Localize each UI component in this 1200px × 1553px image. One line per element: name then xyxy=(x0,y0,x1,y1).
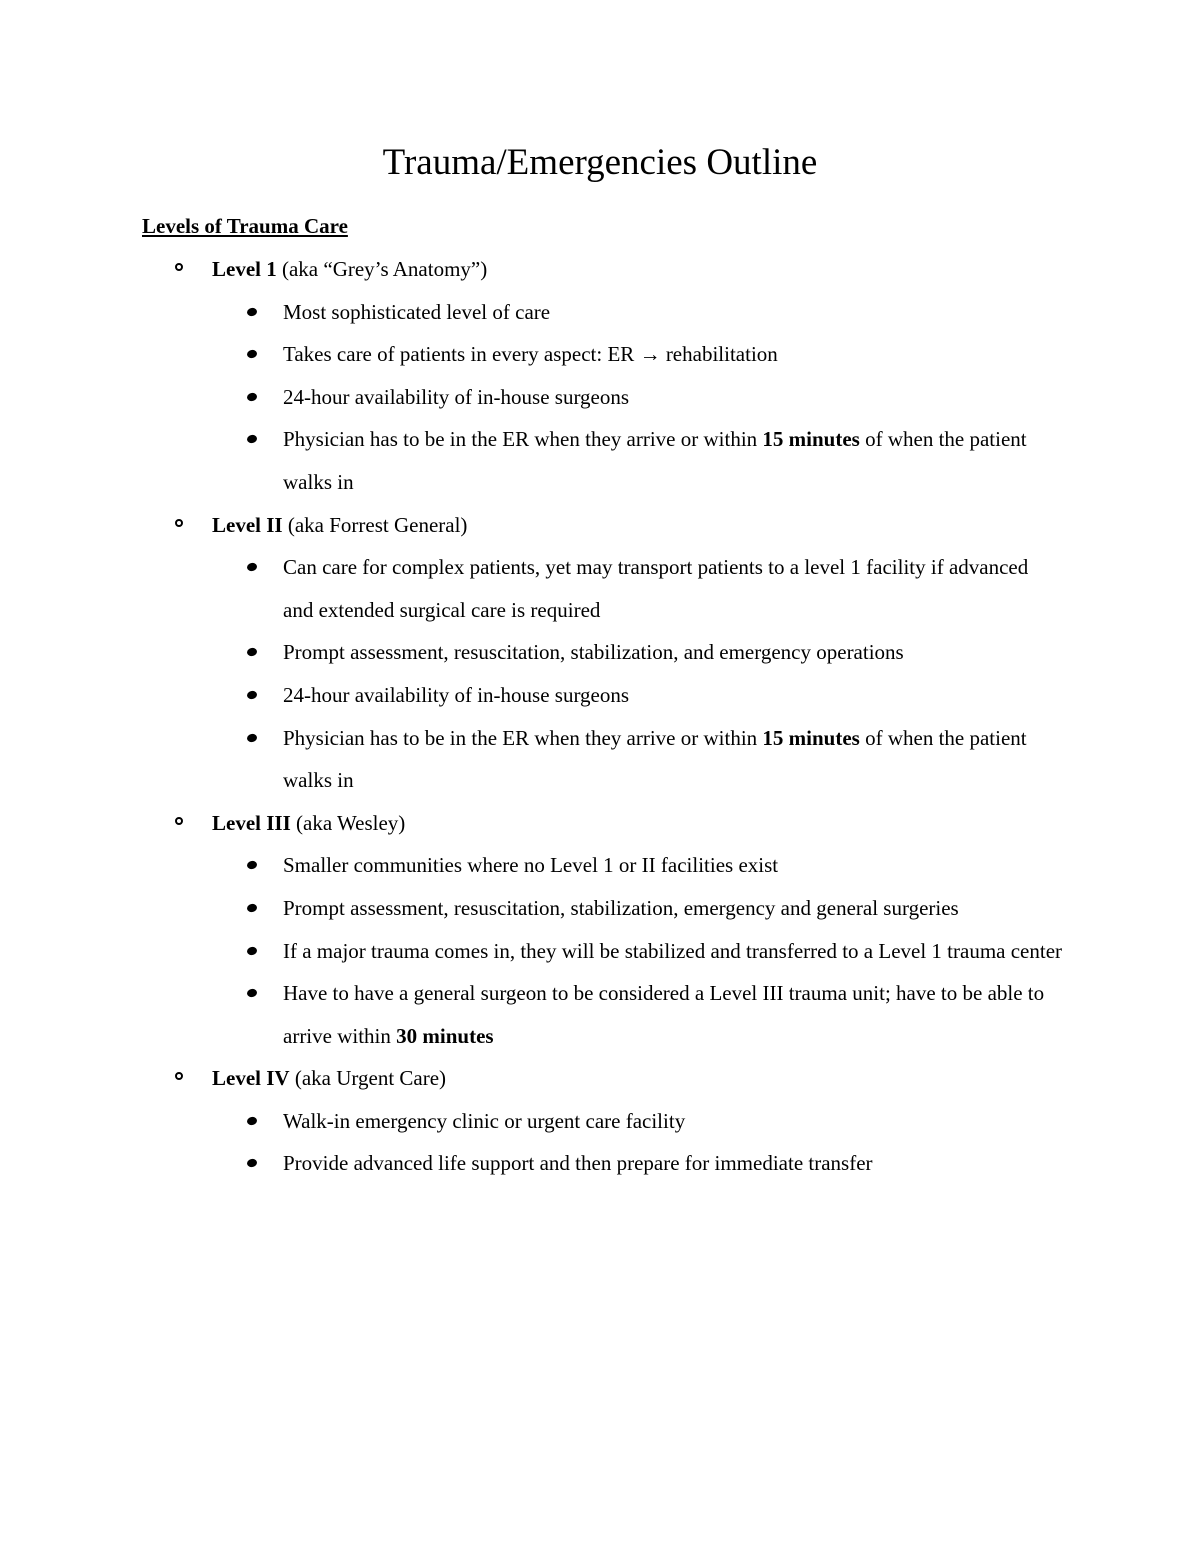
bullet-icon xyxy=(246,392,258,402)
levels-list xyxy=(0,248,1200,1185)
section-heading: Levels of Trauma Care xyxy=(142,214,348,238)
level-points-list xyxy=(0,1100,1200,1185)
level-name: Level 1 xyxy=(212,257,277,281)
list-item xyxy=(0,930,1200,973)
text-segment: of when the patient walks in xyxy=(283,427,1027,494)
bullet-icon xyxy=(246,1158,258,1168)
emphasis-text: 15 minutes xyxy=(762,725,860,750)
level-points-list xyxy=(0,291,1200,504)
text-segment: 24-hour availability of in-house surgeons xyxy=(283,384,630,409)
bullet-icon xyxy=(246,562,258,572)
list-item xyxy=(0,1142,1200,1185)
level-points-list xyxy=(0,844,1200,1057)
text-segment: Prompt assessment, resuscitation, stabilization, and emergency operations xyxy=(283,640,904,665)
emphasis-text: 15 minutes xyxy=(762,427,860,452)
level-name: Level II xyxy=(212,512,283,537)
text-segment: Have to have a general surgeon to be considered a Level III trauma unit; have to be able to arrive within xyxy=(283,981,1045,1048)
bullet-icon xyxy=(246,732,258,742)
list-item xyxy=(0,291,1200,334)
text-segment: Physician has to be in the ER when they arrive or within xyxy=(283,725,763,750)
bullet-icon xyxy=(246,647,258,657)
text-segment: 24-hour availability of in-house surgeons xyxy=(283,682,630,707)
bullet-icon xyxy=(246,306,258,316)
list-item xyxy=(0,972,1200,1057)
list-item-text xyxy=(283,376,1063,419)
text-segment: Can care for complex patients, yet may transport patients to a level 1 facility if advanced and extended surgical care is required xyxy=(283,555,1029,622)
bullet-icon xyxy=(246,945,258,955)
level-item xyxy=(0,802,1200,1058)
list-item-text xyxy=(283,291,1063,334)
text-segment: Takes care of patients in every aspect: ER xyxy=(283,342,640,367)
level-item xyxy=(0,248,1200,504)
list-item xyxy=(0,546,1200,631)
list-item xyxy=(0,717,1200,802)
level-heading-line xyxy=(0,248,1200,291)
text-segment: Prompt assessment, resuscitation, stabilization, emergency and general surgeries xyxy=(283,895,959,920)
bullet-icon xyxy=(246,988,258,998)
list-item-text xyxy=(283,418,1063,503)
level-name: Level IV xyxy=(212,1066,290,1091)
list-item xyxy=(0,887,1200,930)
level-aka: (aka “Grey’s Anatomy”) xyxy=(276,257,488,281)
list-item-text xyxy=(283,887,1063,930)
level-aka: (aka Wesley) xyxy=(290,810,406,835)
list-item-text xyxy=(283,546,1063,631)
list-item xyxy=(0,376,1200,419)
level-heading-line xyxy=(0,504,1200,547)
right-arrow-icon: → xyxy=(639,342,661,367)
level-heading-line xyxy=(0,802,1200,845)
list-item xyxy=(0,631,1200,674)
level-aka: (aka Urgent Care) xyxy=(289,1066,447,1091)
bullet-icon xyxy=(246,1116,258,1126)
level-aka: (aka Forrest General) xyxy=(282,512,468,537)
list-item-text xyxy=(283,674,1063,717)
text-segment: Walk-in emergency clinic or urgent care facility xyxy=(283,1108,686,1133)
list-item xyxy=(0,1100,1200,1143)
emphasis-text: 30 minutes xyxy=(396,1023,494,1048)
bullet-icon xyxy=(246,690,258,700)
list-item-text xyxy=(283,930,1063,973)
text-segment: Physician has to be in the ER when they arrive or within xyxy=(283,427,763,452)
list-item xyxy=(0,674,1200,717)
text-segment: Provide advanced life support and then prepare for immediate transfer xyxy=(283,1151,873,1176)
bullet-icon xyxy=(246,434,258,444)
text-segment: Most sophisticated level of care xyxy=(283,299,551,324)
text-segment: Smaller communities where no Level 1 or II facilities exist xyxy=(283,853,779,878)
list-item-text xyxy=(283,1100,1063,1143)
level-name: Level III xyxy=(212,810,291,835)
list-item xyxy=(0,333,1200,376)
level-item xyxy=(0,504,1200,802)
list-item xyxy=(0,844,1200,887)
bullet-icon xyxy=(246,903,258,913)
list-item-text xyxy=(283,333,1063,376)
list-item-text xyxy=(283,717,1063,802)
level-heading-line xyxy=(0,1057,1200,1100)
circle-bullet-icon xyxy=(175,519,183,527)
bullet-icon xyxy=(246,349,258,359)
level-points-list xyxy=(0,546,1200,802)
circle-bullet-icon xyxy=(175,817,183,825)
list-item-text xyxy=(283,1142,1063,1185)
page-title: Trauma/Emergencies Outline xyxy=(382,142,818,183)
text-segment: rehabilitation xyxy=(660,342,778,367)
circle-bullet-icon xyxy=(175,263,183,271)
circle-bullet-icon xyxy=(175,1072,183,1080)
text-segment: If a major trauma comes in, they will be stabilized and transferred to a Level 1 trauma center xyxy=(283,938,1063,963)
list-item xyxy=(0,418,1200,503)
text-segment: of when the patient walks in xyxy=(283,725,1027,793)
list-item-text xyxy=(283,972,1063,1057)
list-item-text xyxy=(283,844,1063,887)
list-item-text xyxy=(283,631,1063,674)
bullet-icon xyxy=(246,860,258,870)
level-item xyxy=(0,1057,1200,1185)
